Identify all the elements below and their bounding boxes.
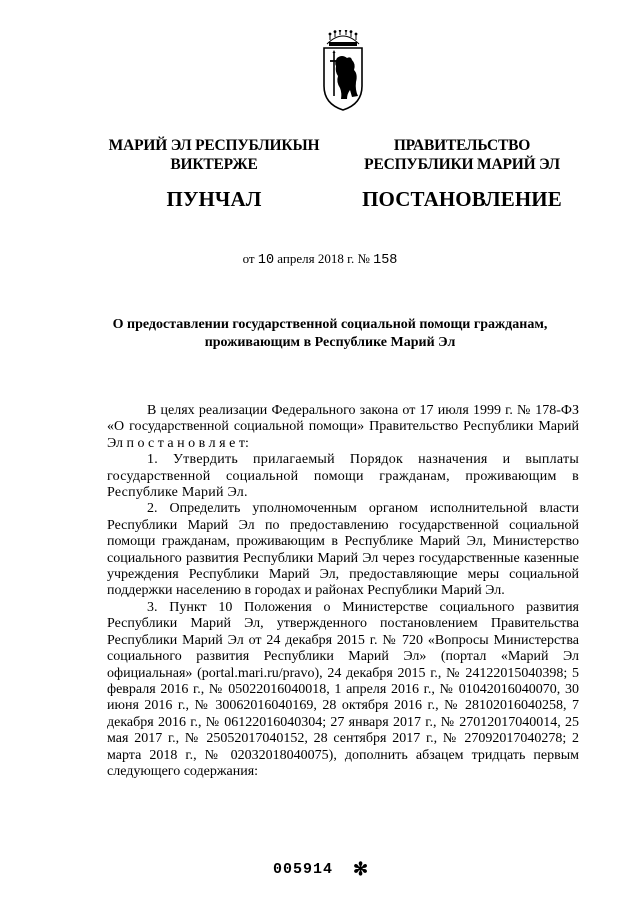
date-line bbox=[0, 251, 640, 269]
document-title bbox=[70, 316, 590, 352]
footer bbox=[273, 860, 473, 880]
title-line1: О предоставлении государственной социальной помощи гражданам, bbox=[112, 317, 548, 332]
paragraph-preamble: В целях реализации Федерального закона от 17 июля 1999 г. № 178-ФЗ «О государственной социальной помощи» Правительство Республики Марий Эл п о с т а н о в л я е т: bbox=[107, 403, 579, 451]
header-right bbox=[332, 137, 592, 211]
serial-number: 005914 bbox=[273, 861, 334, 878]
paragraph-item-1: 1. Утвердить прилагаемый Порядок назначения и выплаты государственной социальной помощи гражданам, проживающим в Республике Марий Эл. bbox=[107, 452, 579, 501]
date-month-year: апреля 2018 г. № bbox=[277, 251, 370, 266]
document-number: 158 bbox=[373, 253, 398, 268]
header-left-line1: МАРИЙ ЭЛ РЕСПУБЛИКЫН bbox=[108, 137, 320, 154]
paragraph-item-3: 3. Пункт 10 Положения о Министерстве социального развития Республики Марий Эл, утвержденного постановлением Правительства Республики Марий Эл от 24 декабря 2015 г. № 720 «Вопросы Министерства социального развития Республики Марий Эл» (портал «Марий Эл официальная» (portal.mari.ru/pravo), 24 декабря 2015 г., № 24122015040398; 5 февраля 2016 г., № 05022016040018, 1 апреля 2016 г., № 01042016040070, 30 июня 2016 г., № 30062016040169, 28 октября 2016 г., № 28102016040258, 7 декабря 2016 г., № 06122016040304; 27 января 2017 г., № 27012017040014, 25 мая 2017 г., № 25052017040152, 28 сентября 2017 г., № 27092017040278; 2 марта 2018 г., № 02032018040075), дополнить абзацем тридцать первым следующего содержания: bbox=[107, 599, 579, 779]
header-left bbox=[84, 137, 344, 211]
document-body bbox=[107, 403, 579, 780]
asterisk-mark-icon: ✻ bbox=[353, 859, 369, 879]
header-right-line2: РЕСПУБЛИКИ МАРИЙ ЭЛ bbox=[364, 155, 560, 173]
header-right-doc-type: ПОСТАНОВЛЕНИЕ bbox=[362, 187, 562, 211]
header-left-line2: ВИКТЕРЖЕ bbox=[170, 155, 258, 173]
date-prefix: от bbox=[242, 251, 255, 266]
title-line2: проживающим в Республике Марий Эл bbox=[204, 335, 456, 350]
paragraph-item-2: 2. Определить уполномоченным органом исполнительной власти Республики Марий Эл по предоставлению государственной социальной помощи гражданам, проживающим в Республике Марий Эл, Министерство социального развития Республики Марий Эл через государственные казенные учреждения Республики Марий Эл, предоставляющие меры социальной поддержки населению в городах и районах Республики Марий Эл. bbox=[107, 501, 579, 599]
mari-el-coat-of-arms-icon bbox=[321, 30, 365, 112]
header-left-doc-type: ПУНЧАЛ bbox=[166, 187, 262, 211]
header-right-line1: ПРАВИТЕЛЬСТВО bbox=[393, 137, 531, 154]
date-day: 10 bbox=[257, 253, 275, 268]
